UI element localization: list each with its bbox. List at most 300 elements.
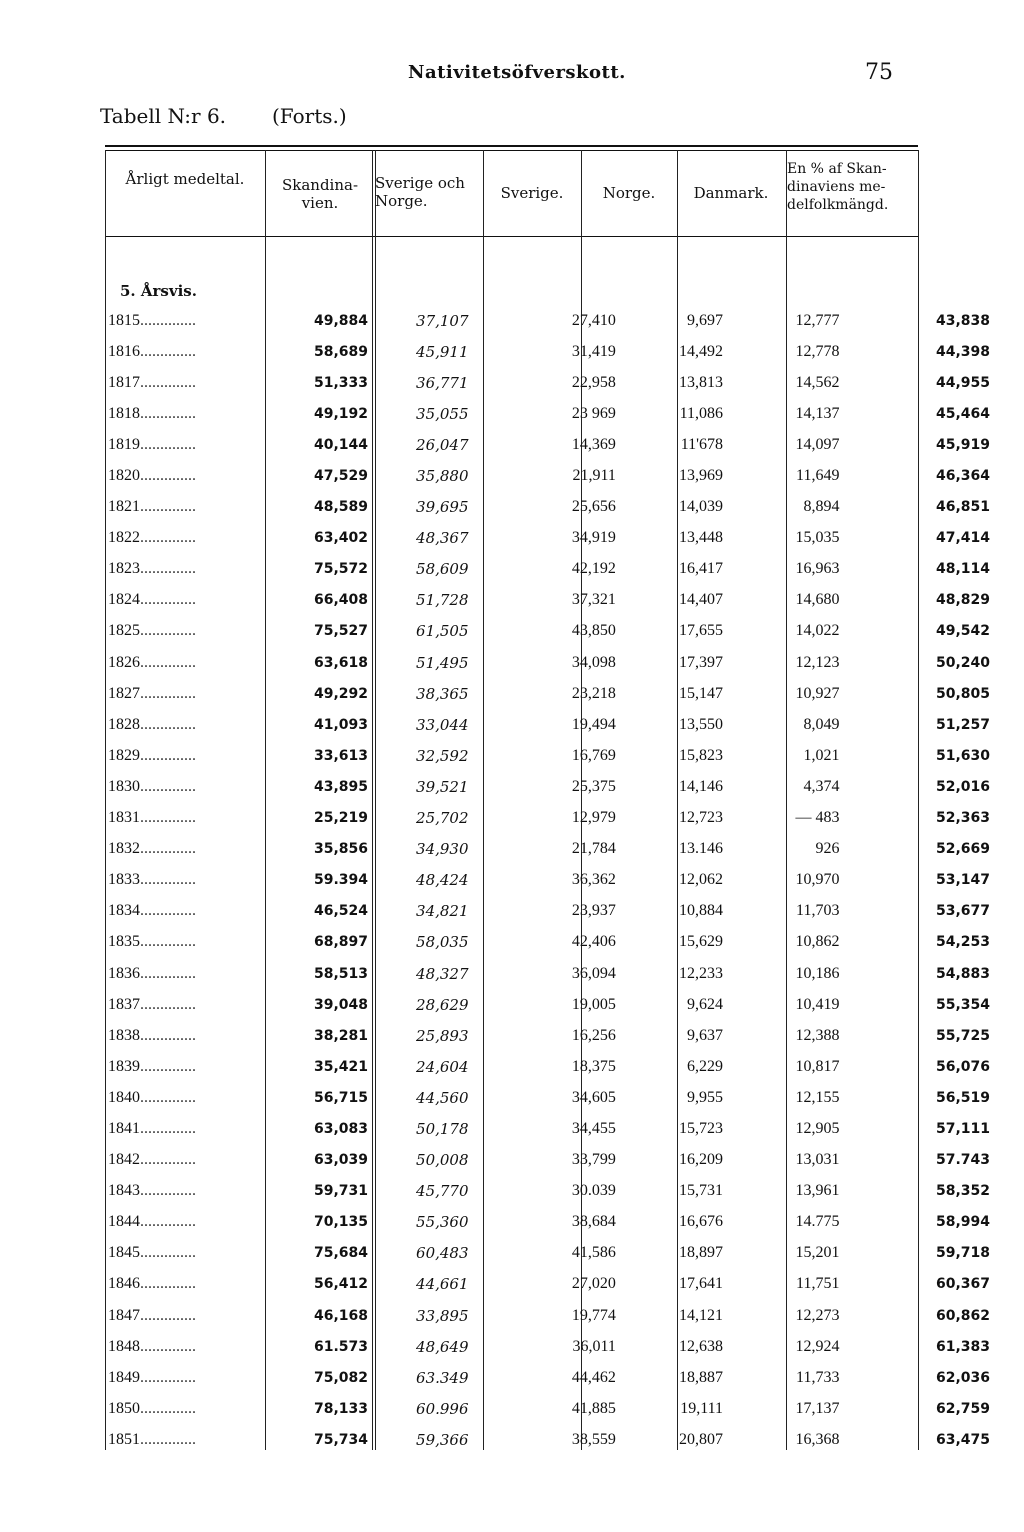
cell-sverige-norge: 35,055: [416, 404, 469, 423]
cell-percent: 46,364: [935, 468, 990, 485]
cell-skandinavien: 33,613: [314, 747, 369, 764]
cell-sverige-norge: 26,047: [416, 435, 469, 454]
cell-danmark: 12,123: [795, 653, 840, 671]
cell-percent: 50,240: [935, 654, 990, 671]
cell-sverige: 23 969: [571, 404, 616, 422]
cell-percent: 59,718: [935, 1245, 990, 1262]
table-row: [108, 1113, 1024, 1144]
cell-percent: 48,114: [935, 561, 990, 578]
cell-percent: 55,725: [935, 1027, 990, 1044]
cell-year: [108, 1020, 261, 1051]
cell-year: [108, 336, 261, 367]
cell-norge: 16,209: [679, 1151, 724, 1169]
cell-year: [108, 1331, 261, 1362]
leader-dots: ..............: [140, 1275, 196, 1293]
column-header-danmark: Danmark.: [693, 184, 769, 202]
cell-norge: 18,897: [679, 1244, 724, 1262]
cell-sverige-norge: 33,044: [416, 715, 469, 734]
cell-skandinavien: 49,192: [314, 405, 369, 422]
cell-percent: 53,677: [935, 903, 990, 920]
page-number: 75: [865, 60, 893, 85]
cell-year: [108, 989, 261, 1020]
cell-percent: 57,111: [935, 1120, 990, 1137]
cell-norge: 14,407: [679, 591, 724, 609]
table-row: [108, 896, 1024, 927]
column-header-sverige: Sverige.: [500, 184, 564, 202]
cell-sverige-norge: 28,629: [416, 995, 469, 1014]
cell-sverige: 34,098: [571, 653, 616, 671]
cell-skandinavien: 58,689: [314, 343, 369, 360]
cell-danmark: 17,137: [795, 1399, 840, 1417]
cell-norge: 12,638: [679, 1337, 724, 1355]
column-header-percent: En % af Skan- dinaviens me- delfolkmängd.: [787, 161, 889, 213]
year-label: 1826: [108, 653, 140, 671]
cell-sverige-norge: 59,366: [416, 1430, 469, 1449]
cell-sverige-norge: 39,695: [416, 498, 469, 517]
cell-norge: 9,955: [687, 1088, 724, 1106]
year-label: 1832: [108, 840, 140, 858]
cell-danmark: 11,649: [796, 467, 840, 485]
year-label: 1820: [108, 467, 140, 485]
year-label: 1834: [108, 902, 140, 920]
cell-percent: 44,398: [935, 343, 990, 360]
year-label: 1825: [108, 622, 140, 640]
cell-danmark: 14,022: [795, 622, 840, 640]
cell-sverige-norge: 51,495: [416, 653, 469, 672]
cell-danmark: 16,368: [795, 1430, 840, 1448]
year-label: 1831: [108, 809, 140, 827]
cell-sverige: 36,362: [571, 871, 616, 889]
cell-sverige: 23,937: [571, 902, 616, 920]
cell-norge: 14,039: [679, 498, 724, 516]
cell-sverige-norge: 44,560: [416, 1088, 469, 1107]
year-label: 1828: [108, 715, 140, 733]
cell-sverige-norge: 61,505: [416, 622, 469, 641]
cell-sverige: 30.039: [571, 1182, 616, 1200]
cell-skandinavien: 58,513: [314, 965, 369, 982]
cell-danmark: 15,035: [795, 529, 840, 547]
cell-norge: 16,417: [679, 560, 724, 578]
cell-sverige: 21,911: [572, 467, 616, 485]
year-label: 1836: [108, 964, 140, 982]
cell-danmark: 14,562: [795, 373, 840, 391]
cell-skandinavien: 47,529: [314, 468, 369, 485]
cell-percent: 56,519: [935, 1089, 990, 1106]
cell-skandinavien: 41,093: [314, 716, 369, 733]
cell-percent: 61,383: [935, 1338, 990, 1355]
cell-norge: 13,813: [679, 373, 724, 391]
cell-sverige-norge: 34,930: [416, 840, 469, 859]
cell-danmark: 4,374: [803, 777, 840, 795]
year-label: 1822: [108, 529, 140, 547]
cell-danmark: 10,186: [795, 964, 840, 982]
leader-dots: ..............: [140, 1368, 196, 1386]
table-row: [108, 585, 1024, 616]
leader-dots: ..............: [140, 622, 196, 640]
cell-year: [108, 678, 261, 709]
cell-sverige: 25,656: [571, 498, 616, 516]
table-row: [108, 1269, 1024, 1300]
cell-percent: 44,955: [935, 374, 990, 391]
leader-dots: ..............: [140, 1399, 196, 1417]
year-label: 1830: [108, 777, 140, 795]
cell-sverige: 34,455: [571, 1119, 616, 1137]
year-label: 1838: [108, 1026, 140, 1044]
cell-percent: 49,542: [935, 623, 990, 640]
leader-dots: ..............: [140, 809, 196, 827]
cell-skandinavien: 66,408: [314, 592, 369, 609]
continuation-label: (Forts.): [272, 104, 347, 128]
cell-sverige: 43,850: [571, 622, 616, 640]
cell-norge: 15,731: [679, 1182, 724, 1200]
cell-danmark: 12,905: [795, 1119, 840, 1137]
leader-dots: ..............: [140, 653, 196, 671]
cell-percent: 58,352: [935, 1183, 990, 1200]
cell-skandinavien: 40,144: [314, 436, 369, 453]
cell-skandinavien: 51,333: [314, 374, 369, 391]
cell-sverige-norge: 24,604: [416, 1057, 469, 1076]
cell-sverige-norge: 39,521: [416, 777, 469, 796]
cell-percent: 60,367: [935, 1276, 990, 1293]
cell-sverige: 27,020: [571, 1275, 616, 1293]
leader-dots: ..............: [140, 1430, 196, 1448]
cell-sverige: 36,011: [572, 1337, 616, 1355]
leader-dots: ..............: [140, 995, 196, 1013]
cell-percent: 54,883: [935, 965, 990, 982]
cell-sverige-norge: 44,661: [416, 1275, 469, 1294]
cell-year: [108, 1207, 261, 1238]
cell-skandinavien: 75,572: [314, 561, 369, 578]
year-label: 1827: [108, 684, 140, 702]
year-label: 1848: [108, 1337, 140, 1355]
year-label: 1843: [108, 1182, 140, 1200]
column-header-skandinavien: Skandina- vien.: [281, 176, 359, 212]
cell-sverige-norge: 38,365: [416, 684, 469, 703]
cell-danmark: 12,777: [795, 311, 840, 329]
cell-percent: 52,363: [935, 810, 990, 827]
leader-dots: ..............: [140, 715, 196, 733]
table-row: [108, 429, 1024, 460]
year-label: 1842: [108, 1151, 140, 1169]
table-row: [108, 989, 1024, 1020]
table-row: [108, 1331, 1024, 1362]
leader-dots: ..............: [140, 746, 196, 764]
cell-sverige: 34,605: [571, 1088, 616, 1106]
leader-dots: ..............: [140, 1244, 196, 1262]
cell-danmark: 12,388: [795, 1026, 840, 1044]
cell-norge: 13,550: [679, 715, 724, 733]
cell-year: [108, 1300, 261, 1331]
table-row: [108, 927, 1024, 958]
cell-skandinavien: 35,421: [314, 1058, 369, 1075]
cell-norge: 11'678: [680, 435, 724, 453]
leader-dots: ..............: [140, 373, 196, 391]
cell-danmark: 13,031: [795, 1151, 840, 1169]
cell-skandinavien: 46,168: [314, 1307, 369, 1324]
year-label: 1835: [108, 933, 140, 951]
cell-sverige: 33,799: [571, 1151, 616, 1169]
cell-norge: 13.146: [679, 840, 724, 858]
table-row: [108, 740, 1024, 771]
cell-danmark: 14,137: [795, 404, 840, 422]
cell-sverige: 21,784: [571, 840, 616, 858]
cell-skandinavien: 43,895: [314, 778, 369, 795]
cell-danmark: — 483: [795, 809, 840, 827]
cell-norge: 9,637: [687, 1026, 724, 1044]
cell-sverige: 19,494: [571, 715, 616, 733]
cell-skandinavien: 61.573: [314, 1338, 369, 1355]
cell-skandinavien: 70,135: [314, 1214, 369, 1231]
cell-sverige-norge: 32,592: [416, 746, 469, 765]
cell-norge: 10,884: [679, 902, 724, 920]
cell-percent: 45,464: [935, 405, 990, 422]
table-row: [108, 1300, 1024, 1331]
cell-percent: 54,253: [935, 934, 990, 951]
cell-year: [108, 865, 261, 896]
cell-danmark: 15,201: [795, 1244, 840, 1262]
cell-skandinavien: 48,589: [314, 499, 369, 516]
leader-dots: ..............: [140, 964, 196, 982]
table-row: [108, 865, 1024, 896]
cell-year: [108, 1269, 261, 1300]
cell-danmark: 10,419: [795, 995, 840, 1013]
leader-dots: ..............: [140, 467, 196, 485]
cell-norge: 14,492: [679, 342, 724, 360]
cell-sverige-norge: 60,483: [416, 1244, 469, 1263]
cell-danmark: 8,894: [803, 498, 840, 516]
cell-danmark: 10,970: [795, 871, 840, 889]
cell-percent: 51,630: [935, 747, 990, 764]
cell-percent: 51,257: [935, 716, 990, 733]
table-row: [108, 1424, 1024, 1455]
leader-dots: ..............: [140, 404, 196, 422]
year-label: 1824: [108, 591, 140, 609]
cell-sverige-norge: 35,880: [416, 467, 469, 486]
year-label: 1817: [108, 373, 140, 391]
cell-year: [108, 896, 261, 927]
cell-sverige: 19,774: [571, 1306, 616, 1324]
cell-sverige: 38,559: [571, 1430, 616, 1448]
cell-sverige: 14,369: [571, 435, 616, 453]
cell-skandinavien: 59.394: [314, 872, 369, 889]
cell-skandinavien: 38,281: [314, 1027, 369, 1044]
cell-danmark: 10,817: [795, 1057, 840, 1075]
year-label: 1846: [108, 1275, 140, 1293]
year-label: 1839: [108, 1057, 140, 1075]
table-row: [108, 1393, 1024, 1424]
cell-year: [108, 1362, 261, 1393]
cell-percent: 47,414: [935, 530, 990, 547]
cell-sverige-norge: 48,424: [416, 871, 469, 890]
leader-dots: ..............: [140, 902, 196, 920]
year-label: 1851: [108, 1430, 140, 1448]
cell-sverige-norge: 34,821: [416, 902, 469, 921]
table-row: [108, 1051, 1024, 1082]
cell-percent: 55,354: [935, 996, 990, 1013]
cell-year: [108, 834, 261, 865]
table-row: [108, 336, 1024, 367]
cell-danmark: 11,751: [796, 1275, 840, 1293]
table-row: [108, 1238, 1024, 1269]
cell-year: [108, 616, 261, 647]
cell-year: [108, 771, 261, 802]
cell-sverige: 23,218: [571, 684, 616, 702]
cell-danmark: 14.775: [795, 1213, 840, 1231]
cell-norge: 15,629: [679, 933, 724, 951]
table-row: [108, 305, 1024, 336]
cell-norge: 17,655: [679, 622, 724, 640]
leader-dots: ..............: [140, 1337, 196, 1355]
cell-percent: 60,862: [935, 1307, 990, 1324]
cell-year: [108, 523, 261, 554]
cell-skandinavien: 35,856: [314, 841, 369, 858]
table-row: [108, 492, 1024, 523]
cell-norge: 17,641: [679, 1275, 724, 1293]
year-label: 1818: [108, 404, 140, 422]
page-header: [0, 0, 1024, 140]
cell-sverige: 41,586: [571, 1244, 616, 1262]
cell-sverige: 42,192: [571, 560, 616, 578]
leader-dots: ..............: [140, 560, 196, 578]
top-rule: [105, 145, 918, 147]
cell-skandinavien: 49,292: [314, 685, 369, 702]
cell-sverige-norge: 36,771: [416, 373, 469, 392]
cell-year: [108, 709, 261, 740]
cell-year: [108, 585, 261, 616]
leader-dots: ..............: [140, 1213, 196, 1231]
cell-sverige-norge: 50,008: [416, 1151, 469, 1170]
cell-danmark: 11,733: [796, 1368, 840, 1386]
running-title: Nativitetsöfverskott.: [408, 62, 626, 83]
leader-dots: ..............: [140, 1306, 196, 1324]
column-divider: [105, 150, 106, 1450]
cell-sverige-norge: 58,035: [416, 933, 469, 952]
leader-dots: ..............: [140, 591, 196, 609]
cell-sverige: 18,375: [571, 1057, 616, 1075]
table-row: [108, 460, 1024, 491]
cell-year: [108, 803, 261, 834]
cell-sverige: 31,419: [571, 342, 616, 360]
cell-percent: 46,851: [935, 499, 990, 516]
cell-sverige: 19,005: [571, 995, 616, 1013]
cell-percent: 50,805: [935, 685, 990, 702]
cell-percent: 52,016: [935, 778, 990, 795]
cell-year: [108, 305, 261, 336]
data-table-body: [108, 305, 1024, 1455]
cell-sverige-norge: 48,649: [416, 1337, 469, 1356]
cell-skandinavien: 75,684: [314, 1245, 369, 1262]
table-row: [108, 647, 1024, 678]
cell-sverige: 41,885: [571, 1399, 616, 1417]
cell-norge: 12,233: [679, 964, 724, 982]
cell-sverige-norge: 55,360: [416, 1213, 469, 1232]
cell-sverige-norge: 37,107: [416, 311, 469, 330]
cell-norge: 15,823: [679, 746, 724, 764]
cell-sverige-norge: 45,911: [416, 342, 469, 361]
cell-sverige: 42,406: [571, 933, 616, 951]
cell-year: [108, 927, 261, 958]
leader-dots: ..............: [140, 1151, 196, 1169]
cell-year: [108, 398, 261, 429]
cell-percent: 62,036: [935, 1369, 990, 1386]
cell-sverige-norge: 48,367: [416, 529, 469, 548]
cell-norge: 17,397: [679, 653, 724, 671]
column-header-norge: Norge.: [602, 184, 656, 202]
cell-year: [108, 1393, 261, 1424]
cell-norge: 19,111: [680, 1399, 724, 1417]
cell-danmark: 11,703: [796, 902, 840, 920]
cell-year: [108, 1424, 261, 1455]
cell-percent: 62,759: [935, 1400, 990, 1417]
cell-sverige-norge: 45,770: [416, 1182, 469, 1201]
leader-dots: ..............: [140, 435, 196, 453]
table-row: [108, 803, 1024, 834]
table-row: [108, 398, 1024, 429]
cell-sverige: 12,979: [571, 809, 616, 827]
year-label: 1829: [108, 746, 140, 764]
table-row: [108, 709, 1024, 740]
cell-danmark: 12,778: [795, 342, 840, 360]
year-label: 1821: [108, 498, 140, 516]
cell-skandinavien: 63,402: [314, 530, 369, 547]
section-label: 5. Årsvis.: [120, 282, 197, 300]
cell-danmark: 16,963: [795, 560, 840, 578]
cell-percent: 56,076: [935, 1058, 990, 1075]
table-row: [108, 523, 1024, 554]
top-rule-thin: [105, 150, 918, 151]
leader-dots: ..............: [140, 1057, 196, 1075]
year-label: 1837: [108, 995, 140, 1013]
cell-year: [108, 958, 261, 989]
cell-sverige: 38,684: [571, 1213, 616, 1231]
cell-skandinavien: 39,048: [314, 996, 369, 1013]
cell-sverige-norge: 48,327: [416, 964, 469, 983]
cell-year: [108, 429, 261, 460]
cell-danmark: 1,021: [803, 746, 840, 764]
cell-danmark: 12,155: [795, 1088, 840, 1106]
cell-skandinavien: 56,412: [314, 1276, 369, 1293]
cell-skandinavien: 63,618: [314, 654, 369, 671]
cell-sverige: 22,958: [571, 373, 616, 391]
cell-norge: 20,807: [679, 1430, 724, 1448]
cell-sverige-norge: 60.996: [416, 1399, 469, 1418]
table-row: [108, 367, 1024, 398]
cell-percent: 53,147: [935, 872, 990, 889]
table-row: [108, 1176, 1024, 1207]
cell-year: [108, 554, 261, 585]
data-table: [108, 305, 1024, 1455]
cell-year: [108, 1051, 261, 1082]
cell-percent: 45,919: [935, 436, 990, 453]
cell-danmark: 13,961: [795, 1182, 840, 1200]
leader-dots: ..............: [140, 1088, 196, 1106]
cell-skandinavien: 49,884: [314, 312, 369, 329]
cell-year: [108, 1082, 261, 1113]
cell-norge: 13,448: [679, 529, 724, 547]
cell-sverige-norge: 50,178: [416, 1119, 469, 1138]
table-row: [108, 1207, 1024, 1238]
cell-norge: 6,229: [687, 1057, 724, 1075]
cell-sverige: 44,462: [571, 1368, 616, 1386]
year-label: 1849: [108, 1368, 140, 1386]
cell-norge: 15,723: [679, 1119, 724, 1137]
leader-dots: ..............: [140, 1119, 196, 1137]
leader-dots: ..............: [140, 311, 196, 329]
table-row: [108, 554, 1024, 585]
cell-sverige: 34,919: [571, 529, 616, 547]
cell-year: [108, 647, 261, 678]
table-row: [108, 834, 1024, 865]
